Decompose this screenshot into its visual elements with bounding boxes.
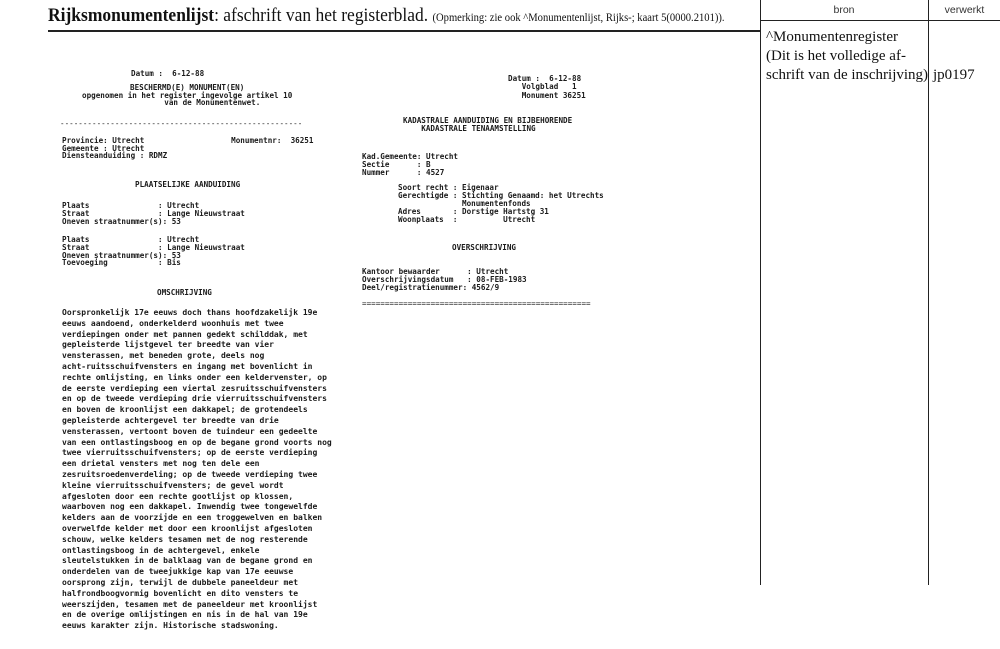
- sheet2-section-title: OVERSCHRIJVING: [452, 243, 517, 252]
- sheet1-section-title: PLAATSELIJKE AANDUIDING: [135, 180, 241, 189]
- sheet2-equals-rule: ==================================================: [362, 299, 591, 308]
- column-divider: [928, 0, 929, 585]
- sheet1-dash-rule: -----------------------------------------------------: [60, 119, 303, 128]
- sheet1-address-2: Plaats : Utrecht Straat : Lange Nieuwstraat Oneven straatnummer(s): 53 Toevoeging : Bis: [62, 235, 245, 268]
- page-title: [48, 5, 725, 27]
- sheet1-address-1: Plaats : Utrecht Straat : Lange Nieuwstraat Oneven straatnummer(s): 53: [62, 201, 245, 226]
- sheet1-heading: BESCHERMD(E) MONUMENT(EN) opgenomen in het register ingevolge artikel 10 van de Monumentenwet.: [82, 83, 293, 108]
- sheet2-date: Datum : 6-12-88 Volgblad 1 Monument 36251: [508, 74, 586, 100]
- column-header-bron: bron: [833, 4, 855, 16]
- sheet2-heading: KADASTRALE AANDUIDING EN BIJBEHORENDE KADASTRALE TENAAMSTELLING: [403, 116, 573, 133]
- sheet2-kadaster: Kad.Gemeente: Utrecht Sectie : B Nummer : 4527: [362, 152, 459, 177]
- bron-value: ^Monumentenregister (Dit is het volledige af- schrift van de inschrijving): [766, 29, 929, 83]
- header-rule: [760, 20, 1000, 21]
- title-rule: [48, 30, 760, 32]
- column-divider: [760, 0, 761, 585]
- sheet1-info: Provincie: Utrecht Monumentnr: 36251 Gemeente : Utrecht Diensteanduiding : RDMZ: [62, 136, 314, 161]
- column-header-verwerkt: verwerkt: [944, 4, 985, 16]
- title-bold: Rijksmonumentenlijst: [48, 5, 215, 26]
- title-rest: : afschrift van het registerblad.: [214, 5, 429, 26]
- sheet2-owner: Soort recht : Eigenaar Gerechtigde : Stichting Genaamd: het Utrechts Monumentenfonds Adres : Dorstige Hartstg 31 Woonplaats : Utrecht: [398, 183, 604, 224]
- sheet1-section-title: OMSCHRIJVING: [157, 288, 212, 297]
- sheet2-transfer: Kantoor bewaarder : Utrecht Overschrijvingsdatum : 08-FEB-1983 Deel/registratienummer: 4562/9: [362, 267, 527, 292]
- title-note: (Opmerking: zie ook ^Monumentenlijst, Rijks-; kaart 5(0000.2101)).: [432, 12, 725, 24]
- verwerkt-value: jp0197: [933, 67, 975, 83]
- sheet1-date: Datum : 6-12-88: [131, 69, 205, 78]
- sheet1-description: Oorspronkelijk 17e eeuws doch thans hoofdzakelijk 19e eeuws aandoend, onderkelderd woonhuis met twee verdiepingen onder met pannen gedekt schilddak, met gepleisterde lijstgevel ter breedte van vier vensterassen, met beneden grote, deels nog acht-ruitsschuifvensters en ingang met bovenlicht in rechte omlijsting, en links onder een keldervenster, op de eerste verdieping een viertal zesruitsschuifvensters en op de tweede verdieping drie vierruitsschuifvensters en boven de kroonlijst een dakkapel; de grotendeels gepleisterde achtergevel ter breedte van drie vensterassen, vertoont boven de tuindeur een gedeelte van een ontlastingsboog en op de begane grond voorts nog twee vierruitsschuifvensters; op de eerste verdieping een drietal vensters met nog ten dele een zesruitsroedenverdeling; op de tweede verdieping twee kleine vierruitsschuifvensters; de gevel wordt afgesloten door een rechte gootlijst op klossen, waarboven nog een dakkapel. Inwendig twee tongewelfde kelders aan de voorzijde en een troggewelven en balken overwelfde kelder met door een kroonlijst afgesloten schouw, welke kelders tesamen met de nog resterende ontlastingsboog in de achtergevel, enkele sleutelstukken in de balklaag van de begane grond en onderdelen van de tweejukkige kap van 17e eeuwse oorsprong zijn, terwijl de dubbele paneeldeur met halfrondboogvormig bovenlicht en dito vensters te weerszijden, tesamen met de paneeldeur met kroonlijst en de overige omlijstingen en nis in de hal van 19e eeuws karakter zijn. Historische stadswoning.: [62, 308, 332, 631]
